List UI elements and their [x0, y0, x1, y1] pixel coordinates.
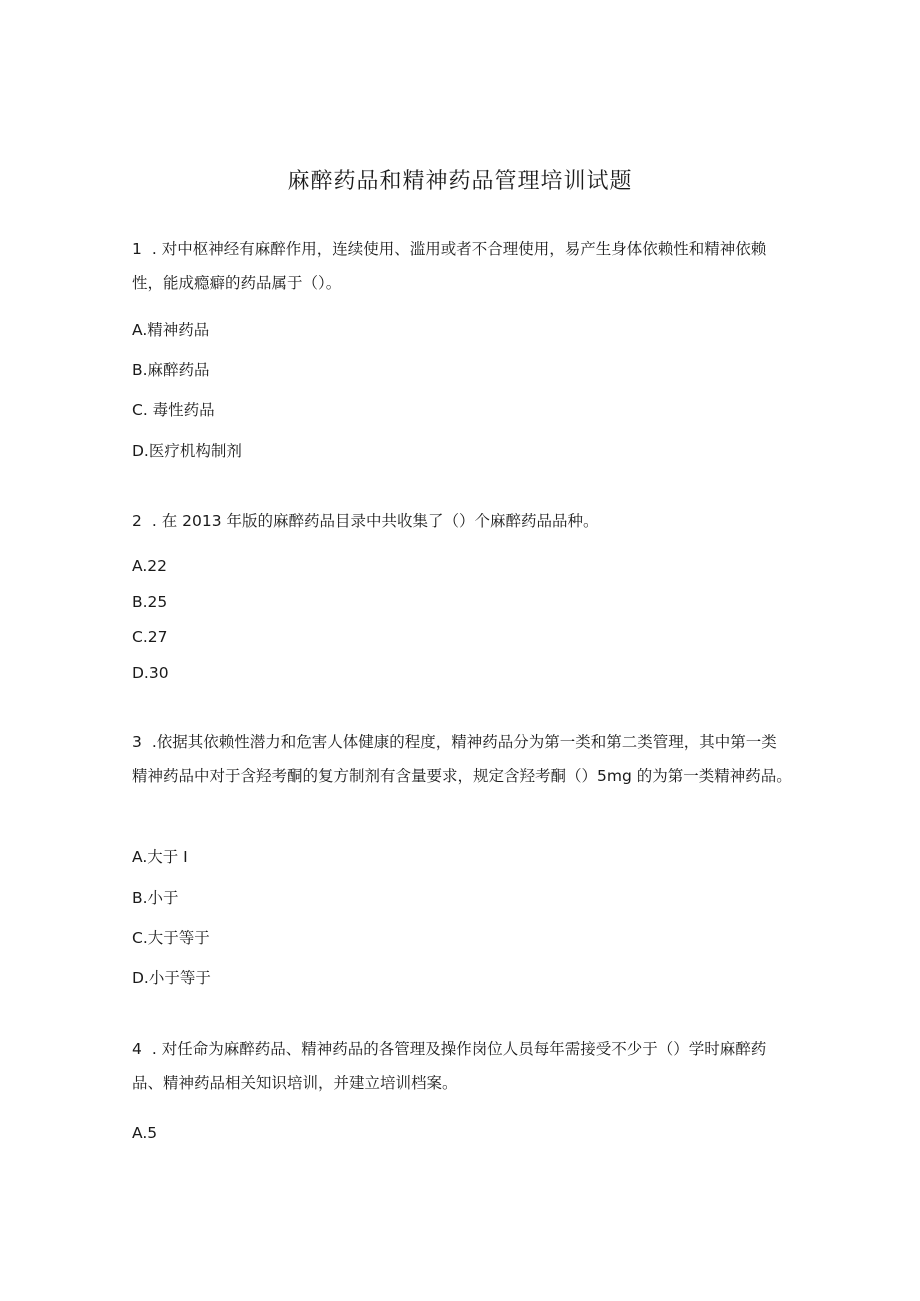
question-number: 4 [132, 1040, 142, 1058]
option-4a: A.5 [132, 1124, 158, 1142]
option-3b: B.小于 [132, 889, 179, 907]
option-1d: D.医疗机构制剂 [132, 442, 242, 460]
question-number: 2 [132, 512, 142, 530]
question-text: . 对任命为麻醉药品、精神药品的各管理及操作岗位人员每年需接受不少于（）学时麻醉药品、精神药品相关知识培训，并建立培训档案。 [132, 1040, 767, 1092]
question-3 [132, 725, 792, 793]
option-1a: A.精神药品 [132, 321, 210, 339]
question-number: 1 [132, 240, 142, 258]
option-3a: A.大于 I [132, 848, 188, 866]
question-2 [132, 504, 792, 538]
question-text: . 对中枢神经有麻醉作用，连续使用、滥用或者不合理使用，易产生身体依赖性和精神依赖性，能成瘾癖的药品属于（）。 [132, 240, 767, 292]
question-1 [132, 232, 792, 300]
question-text: . 在 2013 年版的麻醉药品目录中共收集了（）个麻醉药品品种。 [151, 512, 599, 530]
option-3c: C.大于等于 [132, 929, 210, 947]
option-1b: B.麻醉药品 [132, 361, 210, 379]
question-number: 3 [132, 733, 142, 751]
option-1c: C. 毒性药品 [132, 401, 215, 419]
option-3d: D.小于等于 [132, 969, 211, 987]
option-2c: C.27 [132, 628, 168, 646]
question-4 [132, 1032, 792, 1100]
option-2a: A.22 [132, 557, 167, 575]
question-text: .依据其依赖性潜力和危害人体健康的程度，精神药品分为第一类和第二类管理，其中第一类精神药品中对于含羟考酮的复方制剂有含量要求，规定含羟考酮（）5mg 的为第一类精神药品。 [132, 733, 792, 785]
option-2b: B.25 [132, 593, 168, 611]
option-2d: D.30 [132, 664, 169, 682]
page-title: 麻醉药品和精神药品管理培训试题 [287, 169, 633, 194]
